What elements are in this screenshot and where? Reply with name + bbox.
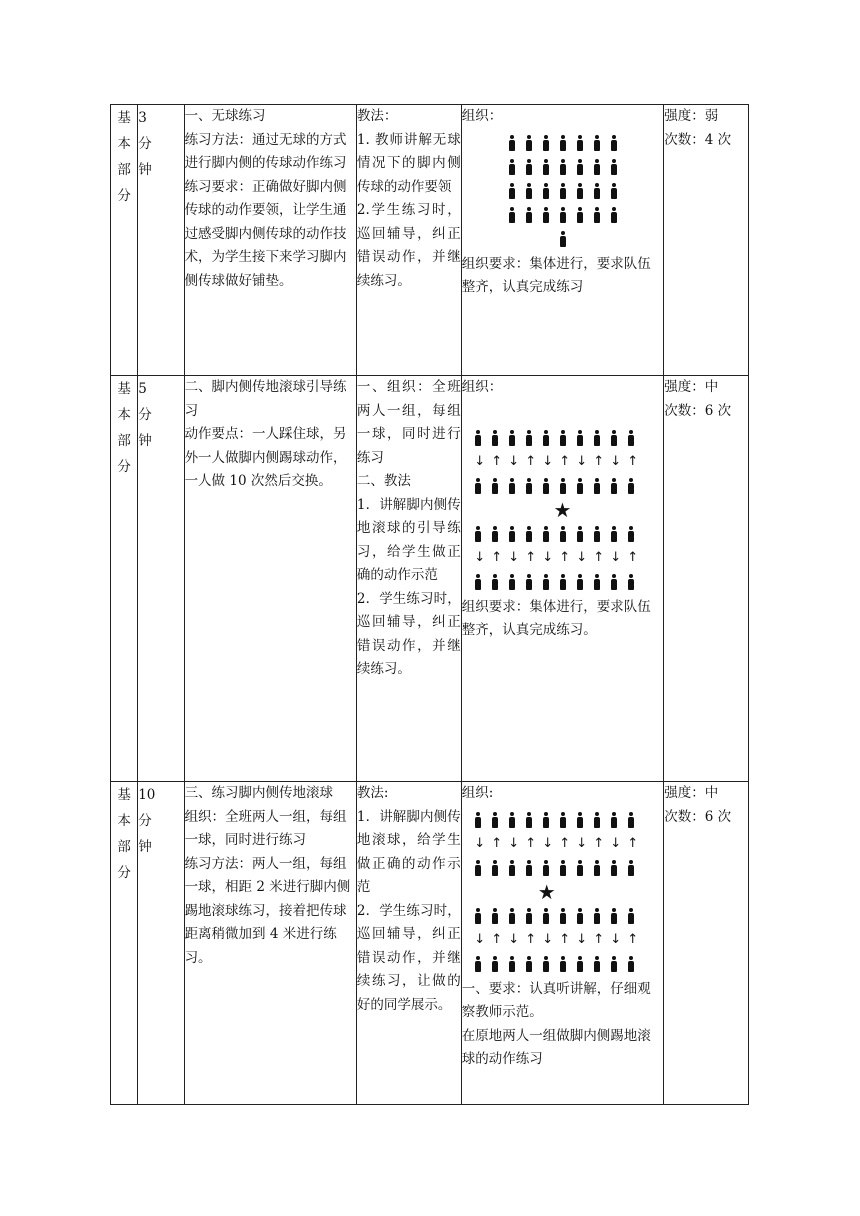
content-line: 组织：全班两人一组，每组一球，同时进行练习 xyxy=(184,808,347,848)
arrow-down-icon: ↓ xyxy=(610,835,622,851)
teacher-star-icon: ★ xyxy=(553,497,572,522)
arrow-down-icon: ↓ xyxy=(610,453,622,469)
section-part-char: 分 xyxy=(117,459,131,475)
student-icon xyxy=(593,812,601,828)
student-icon xyxy=(610,574,618,590)
organization-label: 组织： xyxy=(461,379,503,395)
arrow-down-icon: ↓ xyxy=(508,931,520,947)
formation-row xyxy=(462,426,664,450)
student-icon xyxy=(610,478,618,494)
student-icon xyxy=(474,478,482,494)
student-icon xyxy=(610,812,618,828)
student-icon xyxy=(610,183,618,199)
student-icon xyxy=(542,812,550,828)
arrow-up-icon: ↑ xyxy=(525,549,537,565)
method-line: 一、组织：全班两人一组，每组一球，同时进行练习 xyxy=(356,379,461,466)
student-icon xyxy=(542,207,550,223)
repetition-count-text: 次数：6 次 xyxy=(664,808,732,825)
repetition-count-text: 次数：4 次 xyxy=(664,131,732,148)
formation-row xyxy=(462,402,664,426)
student-icon xyxy=(627,430,635,446)
formation-diagram xyxy=(462,402,664,594)
student-icon xyxy=(508,135,516,151)
student-icon xyxy=(593,183,601,199)
student-icon xyxy=(491,526,499,542)
section-part-char: 部 xyxy=(117,839,131,855)
student-icon xyxy=(559,430,567,446)
student-icon xyxy=(542,183,550,199)
arrow-down-icon: ↓ xyxy=(576,835,588,851)
student-icon xyxy=(610,430,618,446)
method-line: 2．学生练习时，巡回辅导，纠正错误动作，并继续练习，让做的好的同学展示。 xyxy=(356,902,461,1013)
student-icon xyxy=(508,812,516,828)
repetition-count-text: 次数：6 次 xyxy=(664,402,732,419)
student-icon xyxy=(474,908,482,924)
content-line: 练习方法：两人一组，每组一球，相距 2 米进行脚内侧踢地滚球练习，接着把传球距离稍微加到 4 米进行练习。 xyxy=(184,855,351,966)
student-icon xyxy=(627,526,635,542)
arrow-up-icon: ↑ xyxy=(491,453,503,469)
method-line: 2．学生练习时，巡回辅导，纠正错误动作，并继续练习。 xyxy=(356,590,461,677)
organization-note: 一、要求：认真听讲解，仔细观察教师示范。 xyxy=(461,980,651,1020)
student-icon xyxy=(593,956,601,972)
arrow-down-icon: ↓ xyxy=(576,453,588,469)
section-part-cell xyxy=(111,105,138,376)
student-icon xyxy=(593,207,601,223)
student-icon xyxy=(525,860,533,876)
formation-row xyxy=(462,227,664,251)
student-icon xyxy=(576,574,584,590)
student-icon xyxy=(508,183,516,199)
teaching-method-cell xyxy=(356,376,461,782)
student-icon xyxy=(508,430,516,446)
section-part-char: 分 xyxy=(117,865,131,881)
student-icon xyxy=(474,860,482,876)
student-icon xyxy=(576,908,584,924)
student-icon xyxy=(627,908,635,924)
arrow-down-icon: ↓ xyxy=(508,453,520,469)
formation-row xyxy=(462,904,664,928)
duration-text: 5 xyxy=(138,381,147,397)
arrow-down-icon: ↓ xyxy=(542,453,554,469)
duration-cell xyxy=(138,105,184,376)
arrow-down-icon: ↓ xyxy=(474,835,486,851)
student-icon xyxy=(576,478,584,494)
student-icon xyxy=(542,135,550,151)
student-icon xyxy=(525,478,533,494)
organization-label: 组织： xyxy=(461,108,503,124)
student-icon xyxy=(474,574,482,590)
arrow-down-icon: ↓ xyxy=(508,835,520,851)
student-icon xyxy=(491,908,499,924)
organization-cell xyxy=(461,376,664,782)
student-icon xyxy=(474,526,482,542)
student-icon xyxy=(593,526,601,542)
arrow-down-icon: ↓ xyxy=(542,835,554,851)
student-icon xyxy=(559,908,567,924)
student-icon xyxy=(559,159,567,175)
formation-row xyxy=(462,808,664,832)
student-icon xyxy=(627,574,635,590)
student-icon xyxy=(593,574,601,590)
student-icon xyxy=(508,908,516,924)
content-line: 一、无球练习 xyxy=(184,108,266,124)
content-line: 练习要求：正确做好脚内侧传球的动作要领，让学生通过感受脚内侧传球的动作技术，为学生接下来学习脚内侧传球做好铺垫。 xyxy=(184,178,347,289)
student-icon xyxy=(559,478,567,494)
student-icon xyxy=(508,478,516,494)
plan-row xyxy=(111,782,749,1105)
duration-text: 3 xyxy=(138,110,147,126)
arrow-up-icon: ↑ xyxy=(491,835,503,851)
method-line: 1．讲解脚内侧传地滚球的引导练习，给学生做正确的动作示范 xyxy=(356,496,461,583)
formation-row xyxy=(462,155,664,179)
student-icon xyxy=(559,207,567,223)
activity-content-cell xyxy=(184,105,356,376)
student-icon xyxy=(610,135,618,151)
student-icon xyxy=(627,812,635,828)
student-icon xyxy=(576,207,584,223)
student-icon xyxy=(508,860,516,876)
intensity-text: 强度：弱 xyxy=(664,108,719,124)
student-icon xyxy=(542,574,550,590)
formation-row xyxy=(462,131,664,155)
section-part-char: 本 xyxy=(117,136,131,152)
student-icon xyxy=(542,159,550,175)
student-icon xyxy=(508,574,516,590)
formation-row xyxy=(462,474,664,498)
method-line: 2.学生练习时，巡回辅导，纠正错误动作，并继续练习。 xyxy=(356,202,461,289)
intensity-cell xyxy=(664,105,749,376)
student-icon xyxy=(610,159,618,175)
method-line: 教法： xyxy=(356,108,398,124)
student-icon xyxy=(525,956,533,972)
student-icon xyxy=(593,908,601,924)
teacher-star-icon: ★ xyxy=(537,879,556,904)
student-icon xyxy=(525,207,533,223)
arrow-up-icon: ↑ xyxy=(627,931,639,947)
student-icon xyxy=(542,430,550,446)
student-icon xyxy=(525,574,533,590)
intensity-cell xyxy=(664,376,749,782)
arrow-down-icon: ↓ xyxy=(576,549,588,565)
student-icon xyxy=(508,526,516,542)
duration-cell xyxy=(138,782,184,1105)
formation-row xyxy=(462,546,664,570)
student-icon xyxy=(542,526,550,542)
student-icon xyxy=(610,908,618,924)
arrow-up-icon: ↑ xyxy=(593,549,605,565)
arrow-down-icon: ↓ xyxy=(576,931,588,947)
duration-text: 钟 xyxy=(138,839,152,855)
student-icon xyxy=(474,956,482,972)
arrow-up-icon: ↑ xyxy=(559,931,571,947)
section-part-char: 本 xyxy=(117,813,131,829)
student-icon xyxy=(576,956,584,972)
section-part-cell xyxy=(111,782,138,1105)
student-icon xyxy=(525,135,533,151)
student-icon xyxy=(491,574,499,590)
student-icon xyxy=(508,159,516,175)
student-icon xyxy=(576,159,584,175)
formation-row xyxy=(462,952,664,976)
organization-cell xyxy=(461,105,664,376)
teaching-method-cell xyxy=(356,782,461,1105)
plan-row xyxy=(111,376,749,782)
section-part-char: 部 xyxy=(117,433,131,449)
duration-text: 钟 xyxy=(138,162,152,178)
student-icon xyxy=(627,860,635,876)
formation-row xyxy=(462,856,664,880)
student-icon xyxy=(559,574,567,590)
student-icon xyxy=(525,526,533,542)
student-icon xyxy=(576,430,584,446)
student-icon xyxy=(593,135,601,151)
student-icon xyxy=(542,956,550,972)
arrow-up-icon: ↑ xyxy=(627,453,639,469)
student-icon xyxy=(525,430,533,446)
student-icon xyxy=(525,159,533,175)
student-icon xyxy=(593,478,601,494)
student-icon xyxy=(542,478,550,494)
student-icon xyxy=(593,860,601,876)
organization-cell xyxy=(461,782,664,1105)
formation-row xyxy=(462,203,664,227)
student-icon xyxy=(559,526,567,542)
student-icon xyxy=(559,231,567,247)
student-icon xyxy=(474,430,482,446)
student-icon xyxy=(576,135,584,151)
student-icon xyxy=(474,812,482,828)
content-line: 动作要点：一人踩住球，另外一人做脚内侧踢球动作，一人做 10 次然后交换。 xyxy=(184,426,347,489)
organization-note: 在原地两人一组做脚内侧踢地滚球的动作练习 xyxy=(461,1027,651,1067)
arrow-up-icon: ↑ xyxy=(491,549,503,565)
section-part-char: 分 xyxy=(117,188,131,204)
duration-text: 分 xyxy=(138,136,152,152)
section-part-char: 基 xyxy=(117,787,131,803)
student-icon xyxy=(559,812,567,828)
method-line: 1. 教师讲解无球情况下的脚内侧传球的动作要领 xyxy=(356,131,461,195)
student-icon xyxy=(491,812,499,828)
student-icon xyxy=(542,908,550,924)
student-icon xyxy=(610,956,618,972)
student-icon xyxy=(576,812,584,828)
duration-text: 钟 xyxy=(138,433,152,449)
arrow-down-icon: ↓ xyxy=(474,453,486,469)
arrow-up-icon: ↑ xyxy=(593,931,605,947)
student-icon xyxy=(525,183,533,199)
organization-note: 组织要求：集体进行，要求队伍整齐，认真完成练习。 xyxy=(461,598,651,638)
formation-row xyxy=(462,522,664,546)
activity-content-cell xyxy=(184,782,356,1105)
student-icon xyxy=(491,956,499,972)
student-icon xyxy=(610,860,618,876)
student-icon xyxy=(508,956,516,972)
teaching-method-cell xyxy=(356,105,461,376)
formation-diagram xyxy=(462,808,664,976)
content-line: 三、练习脚内侧传地滚球 xyxy=(184,785,334,801)
student-icon xyxy=(576,860,584,876)
formation-row xyxy=(462,570,664,594)
student-icon xyxy=(559,183,567,199)
formation-row xyxy=(462,450,664,474)
section-part-char: 基 xyxy=(117,381,131,397)
method-line: 教法: xyxy=(356,785,389,801)
arrow-down-icon: ↓ xyxy=(542,549,554,565)
intensity-text: 强度：中 xyxy=(664,379,719,395)
arrow-down-icon: ↓ xyxy=(542,931,554,947)
student-icon xyxy=(610,526,618,542)
student-icon xyxy=(559,135,567,151)
student-icon xyxy=(525,812,533,828)
student-icon xyxy=(559,956,567,972)
section-part-char: 基 xyxy=(117,110,131,126)
student-icon xyxy=(525,908,533,924)
student-icon xyxy=(576,183,584,199)
arrow-up-icon: ↑ xyxy=(491,931,503,947)
activity-content-cell xyxy=(184,376,356,782)
content-line: 二、脚内侧传地滚球引导练习 xyxy=(184,379,347,419)
section-part-char: 本 xyxy=(117,407,131,423)
student-icon xyxy=(491,430,499,446)
arrow-up-icon: ↑ xyxy=(525,453,537,469)
formation-diagram xyxy=(462,131,664,251)
duration-text: 分 xyxy=(138,813,152,829)
method-line: 二、教法 xyxy=(356,473,411,489)
student-icon xyxy=(491,478,499,494)
student-icon xyxy=(593,159,601,175)
arrow-up-icon: ↑ xyxy=(627,835,639,851)
formation-row xyxy=(462,832,664,856)
arrow-up-icon: ↑ xyxy=(559,549,571,565)
content-line: 练习方法：通过无球的方式进行脚内侧的传球动作练习 xyxy=(184,131,347,171)
arrow-up-icon: ↑ xyxy=(593,835,605,851)
arrow-up-icon: ↑ xyxy=(559,453,571,469)
formation-row xyxy=(462,179,664,203)
arrow-up-icon: ↑ xyxy=(559,835,571,851)
duration-text: 分 xyxy=(138,407,152,423)
plan-row xyxy=(111,105,749,376)
arrow-up-icon: ↑ xyxy=(593,453,605,469)
student-icon xyxy=(627,956,635,972)
method-line: 1．讲解脚内侧传地滚球，给学生做正确的动作示范 xyxy=(356,808,461,895)
student-icon xyxy=(559,860,567,876)
formation-row xyxy=(462,928,664,952)
arrow-up-icon: ↑ xyxy=(627,549,639,565)
arrow-down-icon: ↓ xyxy=(508,549,520,565)
intensity-text: 强度：中 xyxy=(664,785,719,801)
duration-cell xyxy=(138,376,184,782)
arrow-up-icon: ↑ xyxy=(525,835,537,851)
student-icon xyxy=(627,478,635,494)
intensity-cell xyxy=(664,782,749,1105)
arrow-down-icon: ↓ xyxy=(610,931,622,947)
lesson-plan-table xyxy=(110,104,749,1105)
organization-note: 组织要求：集体进行，要求队伍整齐，认真完成练习 xyxy=(461,255,651,295)
student-icon xyxy=(491,860,499,876)
arrow-down-icon: ↓ xyxy=(474,931,486,947)
arrow-down-icon: ↓ xyxy=(474,549,486,565)
arrow-down-icon: ↓ xyxy=(610,549,622,565)
arrow-up-icon: ↑ xyxy=(525,931,537,947)
student-icon xyxy=(508,207,516,223)
section-part-char: 部 xyxy=(117,162,131,178)
student-icon xyxy=(576,526,584,542)
student-icon xyxy=(593,430,601,446)
section-part-cell xyxy=(111,376,138,782)
duration-text: 10 xyxy=(138,787,156,803)
organization-label: 组织: xyxy=(461,785,494,801)
student-icon xyxy=(542,860,550,876)
student-icon xyxy=(610,207,618,223)
